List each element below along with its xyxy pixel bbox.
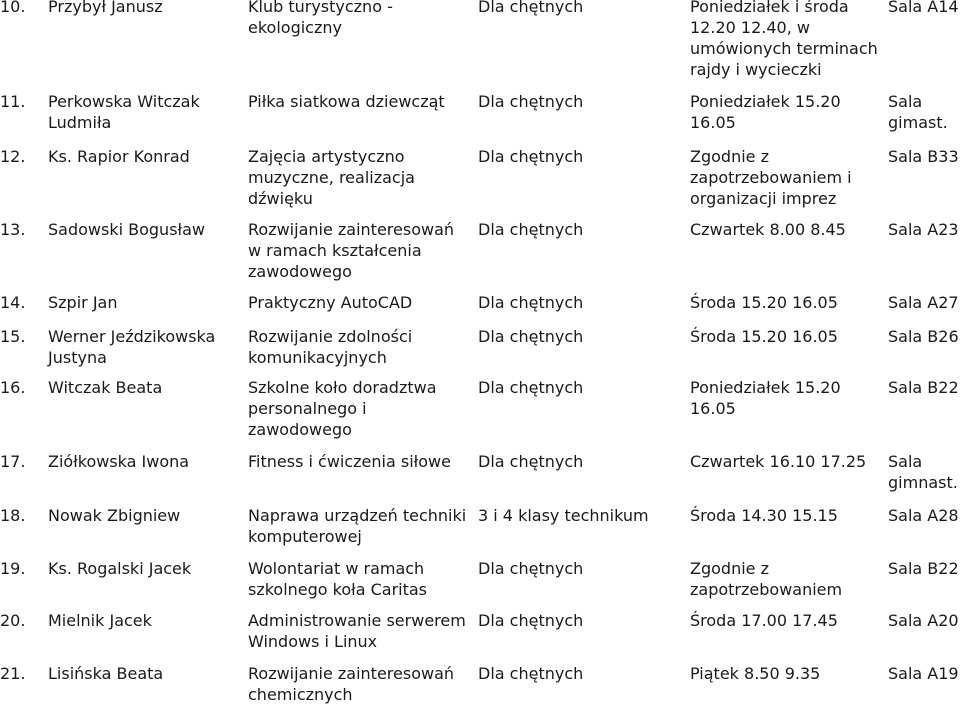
- activity-name: Praktyczny AutoCAD: [248, 293, 413, 312]
- row-number: 16.: [0, 378, 26, 397]
- teacher-name: Ks. Rogalski Jacek: [48, 559, 192, 578]
- target-group: Dla chętnych: [478, 327, 584, 346]
- target-group: 3 i 4 klasy technikum: [478, 506, 649, 525]
- target-group: Dla chętnych: [478, 452, 584, 471]
- activity-name: Administrowanie serwerem Windows i Linux: [248, 611, 466, 651]
- schedule-time: Środa 15.20 16.05: [690, 327, 838, 346]
- teacher-name: Ziółkowska Iwona: [48, 452, 190, 471]
- teacher-name: Przybył Janusz: [48, 0, 163, 16]
- activity-name: Rozwijanie zainteresowań chemicznych: [248, 664, 455, 704]
- activity-name: Fitness i ćwiczenia siłowe: [248, 452, 451, 471]
- teacher-name: Werner Jeździkowska Justyna: [48, 327, 216, 367]
- schedule-time: Czwartek 8.00 8.45: [690, 220, 846, 239]
- target-group: Dla chętnych: [478, 147, 584, 166]
- teacher-name: Mielnik Jacek: [48, 611, 152, 630]
- room: Sala A27: [888, 293, 959, 312]
- row-number: 18.: [0, 506, 26, 525]
- schedule-time: Środa 17.00 17.45: [690, 611, 838, 630]
- teacher-name: Szpir Jan: [48, 293, 118, 312]
- schedule-time: Środa 14.30 15.15: [690, 506, 838, 525]
- schedule-time: Środa 15.20 16.05: [690, 293, 838, 312]
- schedule-time: Piątek 8.50 9.35: [690, 664, 821, 683]
- teacher-name: Nowak Zbigniew: [48, 506, 181, 525]
- row-number: 13.: [0, 220, 26, 239]
- target-group: Dla chętnych: [478, 220, 584, 239]
- target-group: Dla chętnych: [478, 559, 584, 578]
- activity-name: Naprawa urządzeń techniki komputerowej: [248, 506, 467, 546]
- activity-name: Piłka siatkowa dziewcząt: [248, 92, 445, 111]
- row-number: 12.: [0, 147, 26, 166]
- row-number: 10.: [0, 0, 26, 16]
- row-number: 11.: [0, 92, 26, 111]
- room: Sala gimnast.: [888, 452, 958, 492]
- row-number: 15.: [0, 327, 26, 346]
- target-group: Dla chętnych: [478, 611, 584, 630]
- row-number: 14.: [0, 293, 26, 312]
- row-number: 19.: [0, 559, 26, 578]
- row-number: 17.: [0, 452, 26, 471]
- target-group: Dla chętnych: [478, 293, 584, 312]
- room: Sala A23: [888, 220, 959, 239]
- teacher-name: Ks. Rapior Konrad: [48, 147, 190, 166]
- schedule-time: Czwartek 16.10 17.25: [690, 452, 867, 471]
- activity-name: Rozwijanie zdolności komunikacyjnych: [248, 327, 413, 367]
- target-group: Dla chętnych: [478, 92, 584, 111]
- room: Sala B26: [888, 327, 959, 346]
- teacher-name: Witczak Beata: [48, 378, 163, 397]
- room: Sala A19: [888, 664, 959, 683]
- target-group: Dla chętnych: [478, 378, 584, 397]
- room: Sala B22: [888, 378, 959, 397]
- schedule-time: Poniedziałek 15.20 16.05: [690, 378, 841, 418]
- activity-name: Klub turystyczno - ekologiczny: [248, 0, 393, 37]
- room: Sala A14: [888, 0, 959, 16]
- teacher-name: Lisińska Beata: [48, 664, 164, 683]
- activity-name: Szkolne koło doradztwa personalnego i zawodowego: [248, 378, 437, 439]
- activity-name: Zajęcia artystyczno muzyczne, realizacja dźwięku: [248, 147, 415, 208]
- schedule-time: Poniedziałek 15.20 16.05: [690, 92, 841, 132]
- teacher-name: Sadowski Bogusław: [48, 220, 205, 239]
- activity-name: Rozwijanie zainteresowań w ramach kształcenia zawodowego: [248, 220, 455, 281]
- room: Sala B22: [888, 559, 959, 578]
- room: Sala gimast.: [888, 92, 948, 132]
- row-number: 20.: [0, 611, 26, 630]
- target-group: Dla chętnych: [478, 0, 584, 16]
- schedule-time: Poniedziałek i środa 12.20 12.40, w umówionych terminach rajdy i wycieczki: [690, 0, 878, 79]
- teacher-name: Perkowska Witczak Ludmiła: [48, 92, 200, 132]
- target-group: Dla chętnych: [478, 664, 584, 683]
- schedule-time: Zgodnie z zapotrzebowaniem i organizacji imprez: [690, 147, 852, 208]
- activity-name: Wolontariat w ramach szkolnego koła Caritas: [248, 559, 428, 599]
- row-number: 21.: [0, 664, 26, 683]
- room: Sala A20: [888, 611, 959, 630]
- room: Sala A28: [888, 506, 959, 525]
- schedule-time: Zgodnie z zapotrzebowaniem: [690, 559, 843, 599]
- room: Sala B33: [888, 147, 959, 166]
